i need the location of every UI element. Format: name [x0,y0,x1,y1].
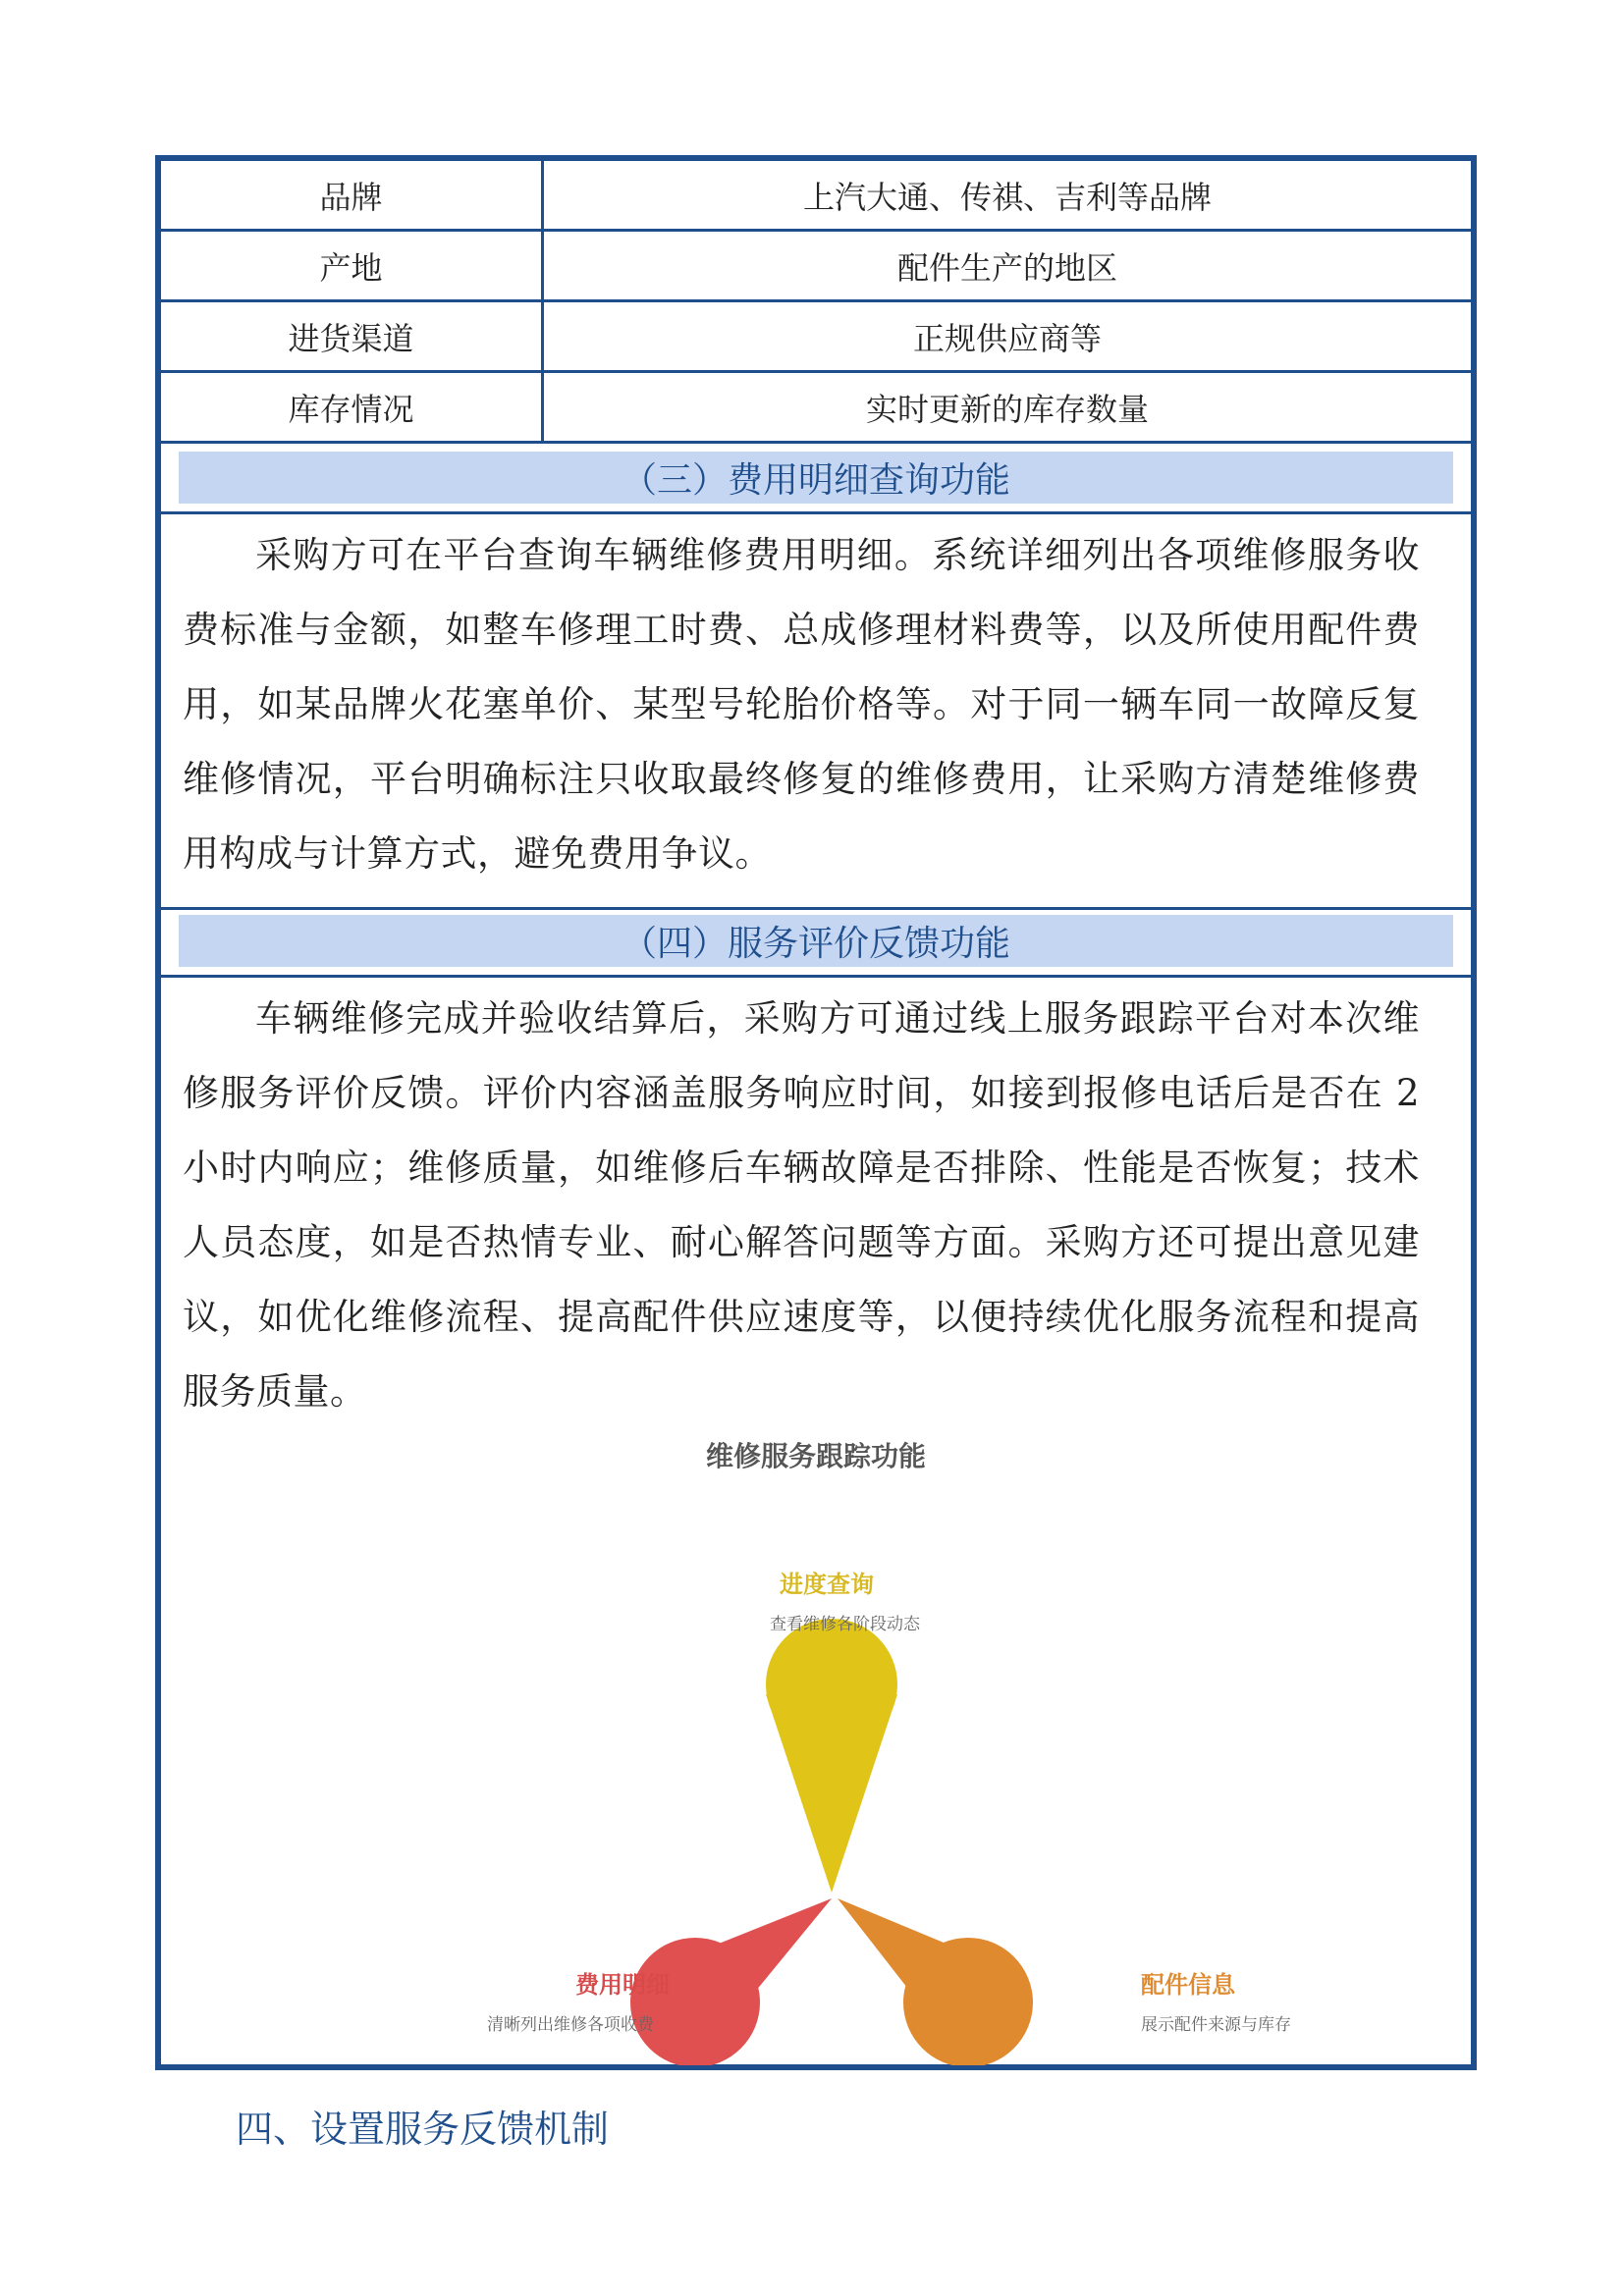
section-heading-service-feedback [161,907,1471,978]
table-row-value: 正规供应商等 [912,319,1102,357]
node-desc-fees: 清晰列出维修各项收费 [487,2015,654,2035]
table-row-label: 进货渠道 [161,302,544,370]
table-row [161,232,1471,302]
progress-circle [766,1619,897,1750]
fee-circle [630,1938,760,2065]
section-heading-fee-details [161,444,1471,514]
node-title-parts: 配件信息 [1141,1970,1235,1999]
section-heading-text: （三）费用明细查询功能 [179,452,1453,504]
section-body-service-feedback: 车辆维修完成并验收结算后，采购方可通过线上服务跟踪平台对本次维修服务评价反馈。评价内容涵盖服务响应时间，如接到报修电话后是否在 2 小时内响应；维修质量，如维修后车辆故障是否排除、性能是否恢复；技术人员态度，如是否热情专业、耐心解答问题等方面。采购方还可提出意见建议，如优化维修流程、提高配件供应速度等，以便持续优化服务流程和提高服务质量。 [183,997,1420,1413]
section-heading-text: （四）服务评价反馈功能 [179,915,1453,967]
table-row [161,302,1471,373]
table-row-label: 品牌 [161,161,544,229]
diagram-title: 维修服务跟踪功能 [705,1440,926,1472]
table-row-value: 配件生产的地区 [896,248,1117,287]
table-row [161,161,1471,232]
parts-circle [903,1938,1033,2065]
node-desc-parts: 展示配件来源与库存 [1141,2015,1291,2035]
node-title-fees: 费用明细 [575,1970,670,1999]
table-row-label: 产地 [161,232,544,299]
table-row-label: 库存情况 [161,373,544,441]
table-row [161,373,1471,444]
node-desc-progress: 查看维修各阶段动态 [770,1615,920,1634]
section-heading-feedback-mechanism: 四、设置服务反馈机制 [236,2108,610,2151]
content-frame [155,155,1477,2070]
table-row-value: 上汽大通、传祺、吉利等品牌 [802,178,1212,216]
node-title-progress: 进度查询 [780,1570,874,1598]
table-row-value: 实时更新的库存数量 [865,390,1149,428]
section-body-fee-details: 采购方可在平台查询车辆维修费用明细。系统详细列出各项维修服务收费标准与金额，如整车修理工时费、总成修理材料费等，以及所使用配件费用，如某品牌火花塞单价、某型号轮胎价格等。对于同一辆车同一故障反复维修情况，平台明确标注只收取最终修复的维修费用，让采购方清楚维修费用构成与计算方式，避免费用争议。 [183,534,1420,875]
